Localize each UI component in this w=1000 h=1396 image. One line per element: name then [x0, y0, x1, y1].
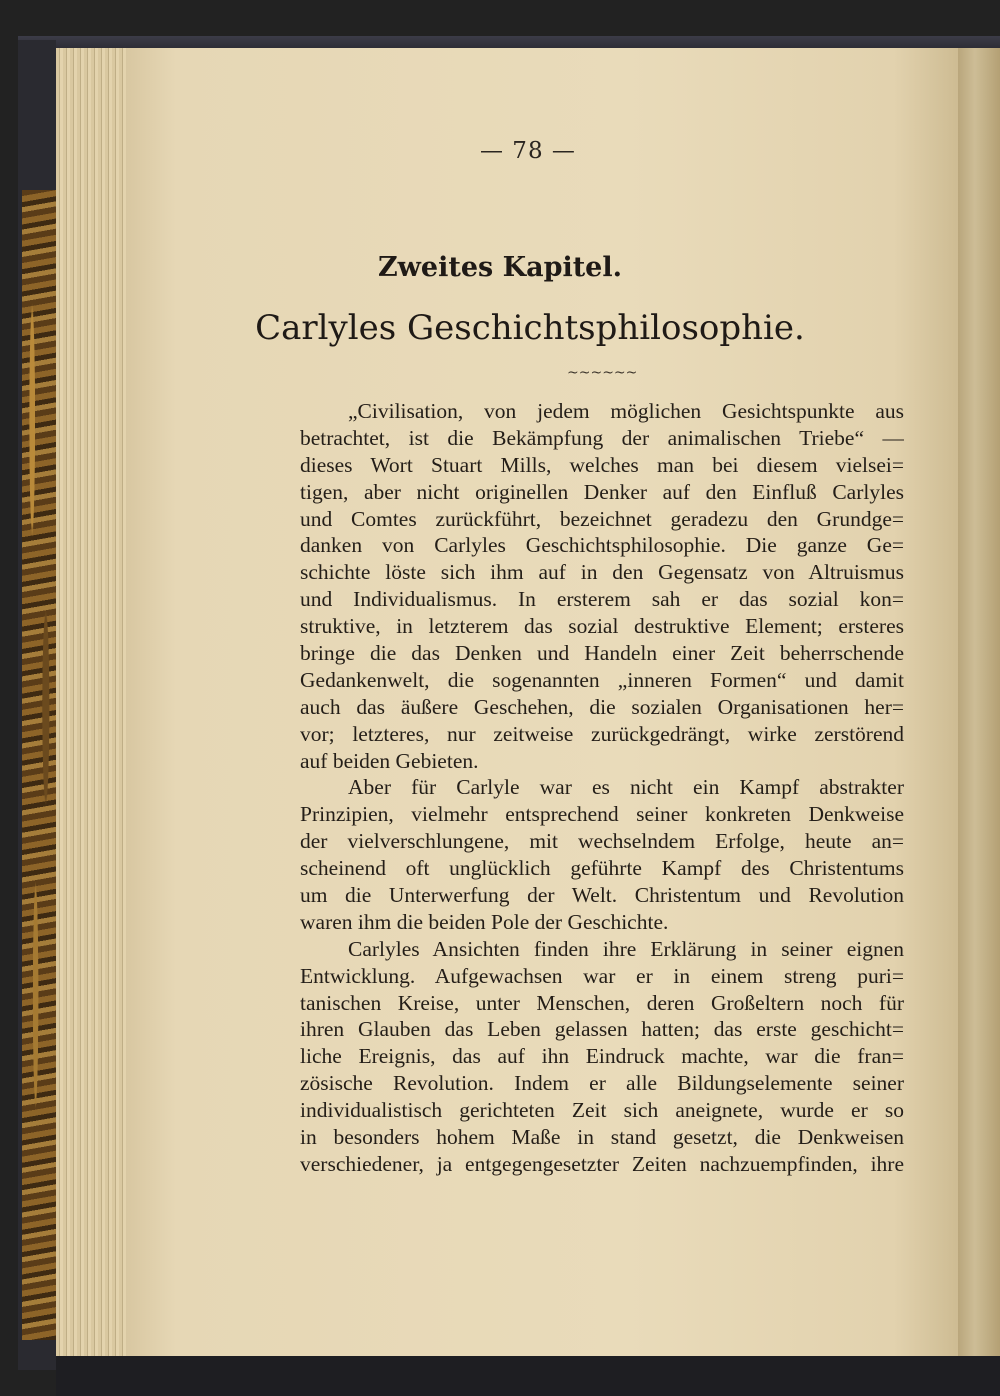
text-line: schichte löste sich ihm auf in den Gegensatz von Altruismus — [300, 560, 904, 585]
text-line: dieses Wort Stuart Mills, welches man bei diesem vielsei= — [300, 452, 904, 477]
text-line: Prinzipien, vielmehr entsprechend seiner konkreten Denkweise — [300, 802, 904, 827]
text-line: struktive, in letzterem das sozial destruktive Element; ersteres — [300, 614, 904, 639]
text-line: „Civilisation, von jedem möglichen Gesichtspunkte aus — [348, 399, 904, 423]
text-line: und Comtes zurückführt, bezeichnet geradezu den Grundge= — [300, 506, 904, 531]
chapter-title: Carlyles Geschichtsphilosophie. — [255, 308, 805, 348]
text-line: Carlyles Ansichten finden ihre Erklärung in seiner eignen — [348, 936, 904, 961]
text-line: danken von Carlyles Geschichtsphilosophie. Die ganze Ge= — [300, 533, 904, 558]
text-line: bringe die das Denken und Handeln einer Zeit beherrschende — [300, 641, 904, 666]
page-stack-edges — [56, 48, 128, 1356]
bottom-shadow — [56, 1356, 1000, 1396]
chapter-heading: Zweites Kapitel. — [377, 252, 623, 283]
text-line: auf beiden Gebieten. — [300, 748, 479, 773]
text-line: auch das äußere Geschehen, die sozialen Organisationen her= — [300, 694, 904, 719]
marbled-page-edge — [22, 190, 56, 1340]
page-gutter — [958, 48, 1000, 1356]
ornament-divider: ~~~~~~ — [567, 365, 638, 381]
body-text — [300, 398, 904, 1178]
text-line: Aber für Carlyle war es nicht ein Kampf abstrakter — [348, 775, 904, 800]
text-line: um die Unterwerfung der Welt. Christentum und Revolution — [300, 883, 904, 908]
text-line: betrachtet, ist die Bekämpfung der animalischen Triebe“ — — [300, 425, 904, 450]
text-line: tanischen Kreise, unter Menschen, deren Großeltern noch für — [300, 990, 904, 1015]
text-line: scheinend oft unglücklich geführte Kampf des Christentums — [300, 856, 904, 881]
text-line: der vielverschlungene, mit wechselndem Erfolge, heute an= — [300, 829, 904, 854]
text-line: individualistisch gerichteten Zeit sich aneignete, wurde er so — [300, 1098, 904, 1123]
text-line: in besonders hohem Maße in stand gesetzt, die Denkweisen — [300, 1125, 904, 1150]
text-line: ihren Glauben das Leben gelassen hatten; das erste geschicht= — [300, 1017, 904, 1042]
text-line: liche Ereignis, das auf ihn Eindruck machte, war die fran= — [300, 1044, 904, 1069]
text-line: tigen, aber nicht originellen Denker auf den Einfluß Carlyles — [300, 479, 904, 504]
text-line: verschiedener, ja entgegengesetzter Zeiten nachzuempfinden, ihre — [300, 1151, 904, 1176]
text-line: Gedankenwelt, die sogenannten „inneren Formen“ und damit — [300, 667, 904, 692]
text-line: waren ihm die beiden Pole der Geschichte. — [300, 909, 669, 934]
text-line: und Individualismus. In ersterem sah er das sozial kon= — [300, 587, 904, 612]
text-line: zösische Revolution. Indem er alle Bildungselemente seiner — [300, 1071, 904, 1096]
text-line: Entwicklung. Aufgewachsen war er in einem streng puri= — [300, 963, 904, 988]
page-number: — 78 — — [480, 138, 576, 164]
text-line: vor; letzteres, nur zeitweise zurückgedrängt, wirke zerstörend — [300, 721, 904, 746]
